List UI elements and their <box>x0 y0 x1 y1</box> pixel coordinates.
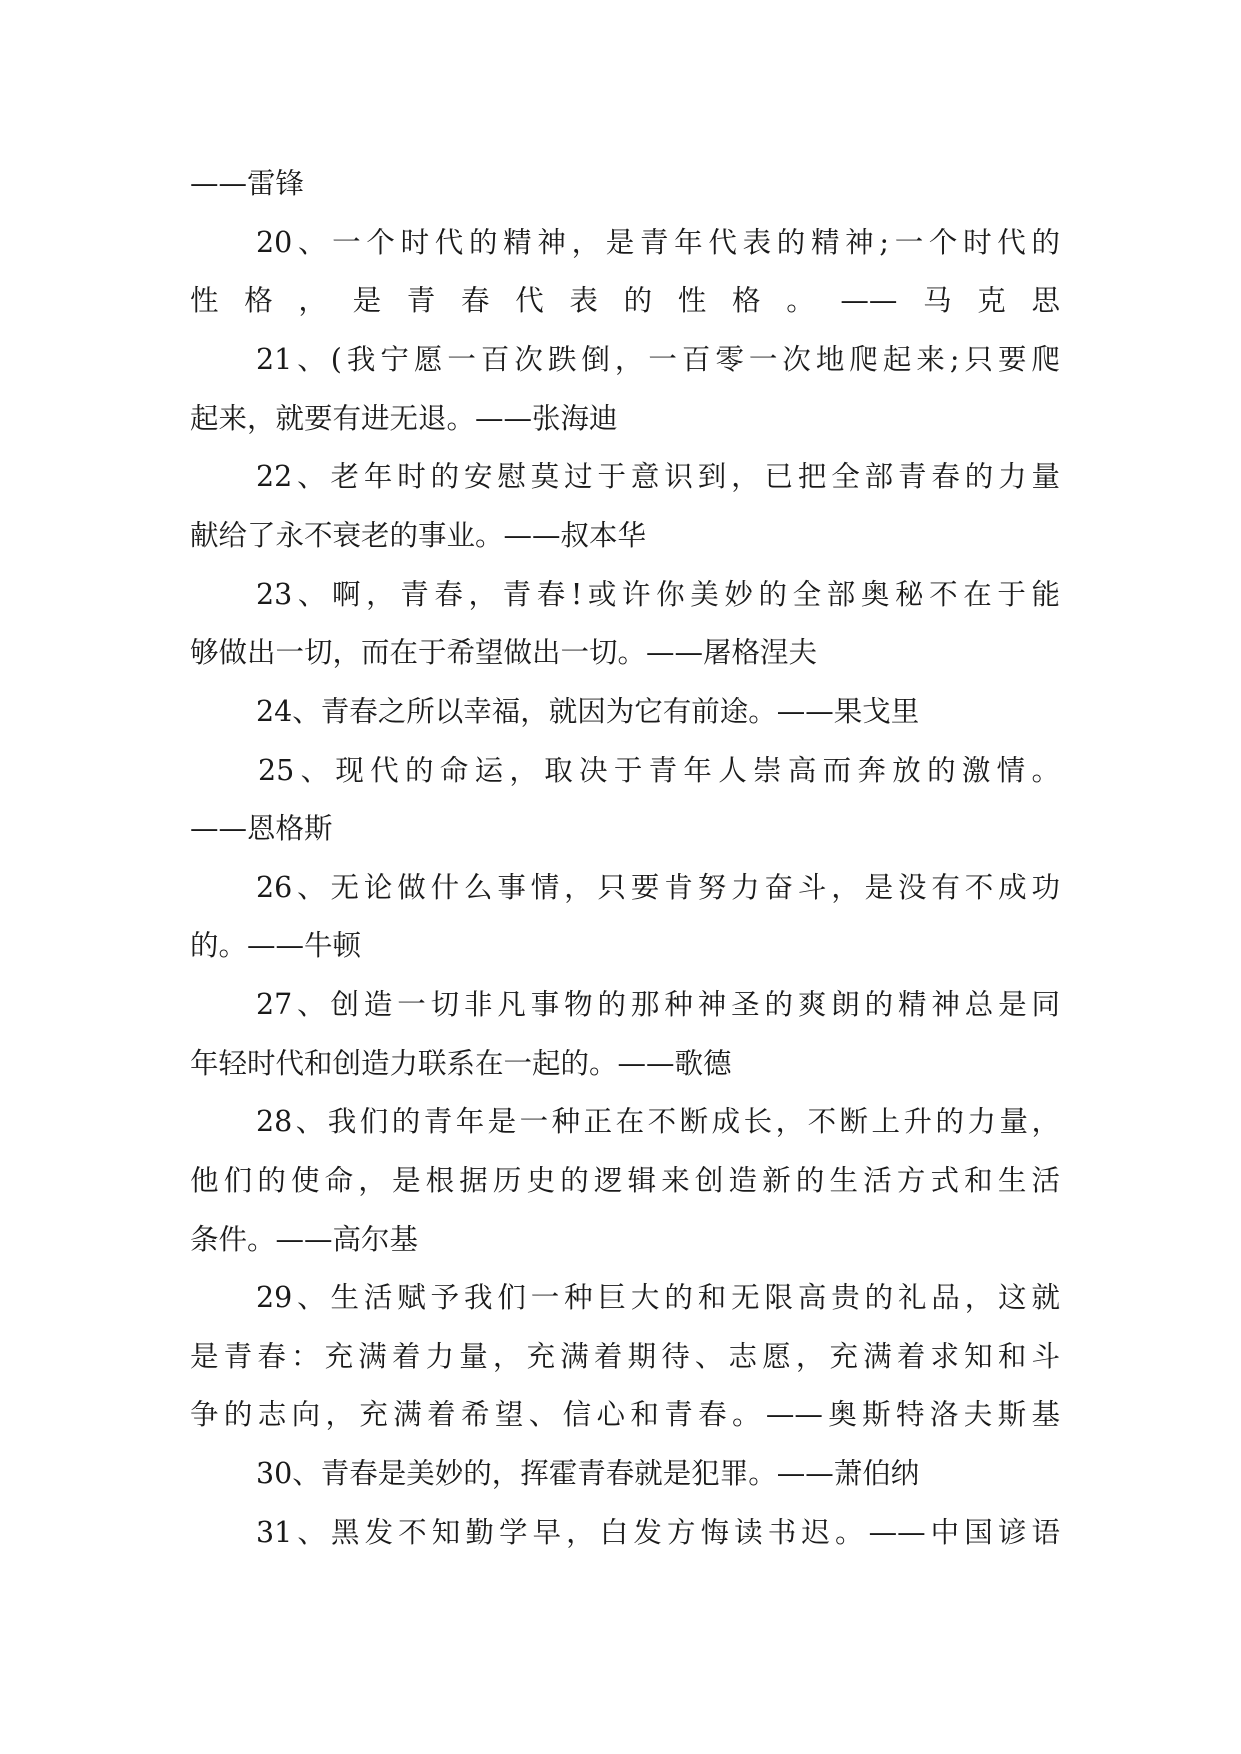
quote-25-line-2: ——恩格斯 <box>190 812 333 845</box>
quote-attribution-line: ——雷锋 <box>190 167 305 200</box>
quote-21-line-1: 21、(我宁愿一百次跌倒，一百零一次地爬起来;只要爬 <box>256 343 1060 376</box>
quote-27-line-1: 27、创造一切非凡事物的那种神圣的爽朗的精神总是同 <box>256 988 1060 1021</box>
quote-25-line-1: 25、现代的命运，取决于青年人崇高而奔放的激情。 <box>258 754 1060 787</box>
quote-29-line-1: 29、生活赋予我们一种巨大的和无限高贵的礼品，这就 <box>256 1281 1060 1314</box>
quote-26-line-2: 的。——牛顿 <box>190 929 362 962</box>
quote-20-line-2: 性格，是青春代表的性格。——马克思 <box>190 284 1060 317</box>
quote-23-line-2: 够做出一切，而在于希望做出一切。——屠格涅夫 <box>190 636 818 669</box>
quote-22-line-1: 22、老年时的安慰莫过于意识到，已把全部青春的力量 <box>256 460 1060 493</box>
quote-29-line-2: 是青春：充满着力量，充满着期待、志愿，充满着求知和斗 <box>190 1340 1060 1373</box>
quote-28-line-2: 他们的使命，是根据历史的逻辑来创造新的生活方式和生活 <box>190 1164 1060 1197</box>
quote-21-line-2: 起来，就要有进无退。——张海迪 <box>190 402 618 435</box>
quote-26-line-1: 26、无论做什么事情，只要肯努力奋斗，是没有不成功 <box>256 871 1060 904</box>
quote-28-line-1: 28、我们的青年是一种正在不断成长，不断上升的力量， <box>256 1105 1060 1138</box>
quote-29-line-3: 争的志向，充满着希望、信心和青春。——奥斯特洛夫斯基 <box>190 1398 1060 1431</box>
quote-24-line-1: 24、青春之所以幸福，就因为它有前途。——果戈里 <box>256 695 920 728</box>
quote-20-line-1: 20、一个时代的精神，是青年代表的精神;一个时代的 <box>256 226 1060 259</box>
quote-28-line-3: 条件。——高尔基 <box>190 1223 419 1256</box>
quote-23-line-1: 23、啊，青春，青春!或许你美妙的全部奥秘不在于能 <box>256 578 1060 611</box>
quote-31-line-1: 31、黑发不知勤学早，白发方悔读书迟。——中国谚语 <box>256 1516 1060 1549</box>
quote-22-line-2: 献给了永不衰老的事业。——叔本华 <box>190 519 647 552</box>
quote-27-line-2: 年轻时代和创造力联系在一起的。——歌德 <box>190 1047 732 1080</box>
quote-30-line-1: 30、青春是美妙的，挥霍青春就是犯罪。——萧伯纳 <box>256 1457 920 1490</box>
